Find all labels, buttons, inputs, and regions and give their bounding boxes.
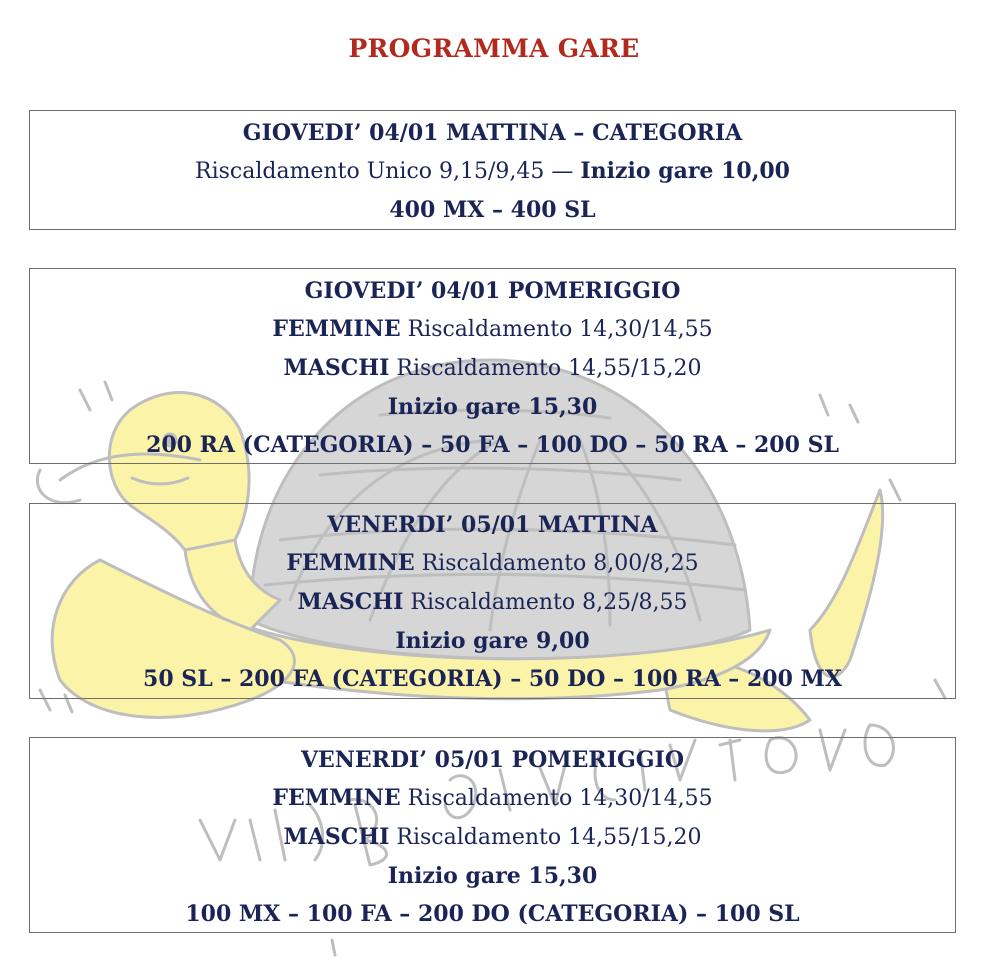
start-time: Inizio gare 15,30 <box>387 394 598 420</box>
maschi-warmup: Riscaldamento 14,55/15,20 <box>396 825 702 850</box>
maschi-label: MASCHI <box>283 824 390 850</box>
warmup-text: Riscaldamento Unico 9,15/9,45 — <box>195 159 574 184</box>
femmine-label: FEMMINE <box>272 316 401 342</box>
femmine-label: FEMMINE <box>286 550 415 576</box>
session-heading: VENERDI’ 05/01 MATTINA <box>327 512 658 538</box>
femmine-warmup: Riscaldamento 14,30/14,55 <box>407 786 713 811</box>
maschi-warmup-line <box>30 818 955 857</box>
maschi-warmup-line <box>30 349 955 388</box>
maschi-label: MASCHI <box>283 355 390 381</box>
start-time: Inizio gare 15,30 <box>387 863 598 889</box>
page-title: PROGRAMMA GARE <box>348 34 640 63</box>
session-box <box>29 268 956 464</box>
maschi-warmup: Riscaldamento 8,25/8,55 <box>410 590 688 615</box>
events-list: 50 SL – 200 FA (CATEGORIA) – 50 DO – 100 RA – 200 MX <box>143 666 842 692</box>
maschi-label: MASCHI <box>297 589 404 615</box>
session-box <box>29 503 956 699</box>
warmup-line <box>30 152 955 191</box>
events-list: 200 RA (CATEGORIA) – 50 FA – 100 DO – 50 RA – 200 SL <box>146 432 839 458</box>
femmine-warmup-line <box>30 310 955 349</box>
session-box <box>29 737 956 933</box>
start-time: Inizio gare 9,00 <box>395 628 590 654</box>
maschi-warmup-line <box>30 583 955 622</box>
session-heading: VENERDI’ 05/01 POMERIGGIO <box>300 747 685 773</box>
session-heading: GIOVEDI’ 04/01 POMERIGGIO <box>304 278 681 304</box>
session-heading: GIOVEDI’ 04/01 MATTINA – CATEGORIA <box>242 120 743 146</box>
femmine-label: FEMMINE <box>272 785 401 811</box>
events-list: 400 MX – 400 SL <box>389 197 596 223</box>
start-time: Inizio gare 10,00 <box>580 158 790 184</box>
femmine-warmup: Riscaldamento 8,00/8,25 <box>421 551 699 576</box>
femmine-warmup-line <box>30 779 955 818</box>
maschi-warmup: Riscaldamento 14,55/15,20 <box>396 356 702 381</box>
femmine-warmup: Riscaldamento 14,30/14,55 <box>407 317 713 342</box>
events-list: 100 MX – 100 FA – 200 DO (CATEGORIA) – 100 SL <box>185 901 800 927</box>
femmine-warmup-line <box>30 544 955 583</box>
session-box <box>29 110 956 230</box>
